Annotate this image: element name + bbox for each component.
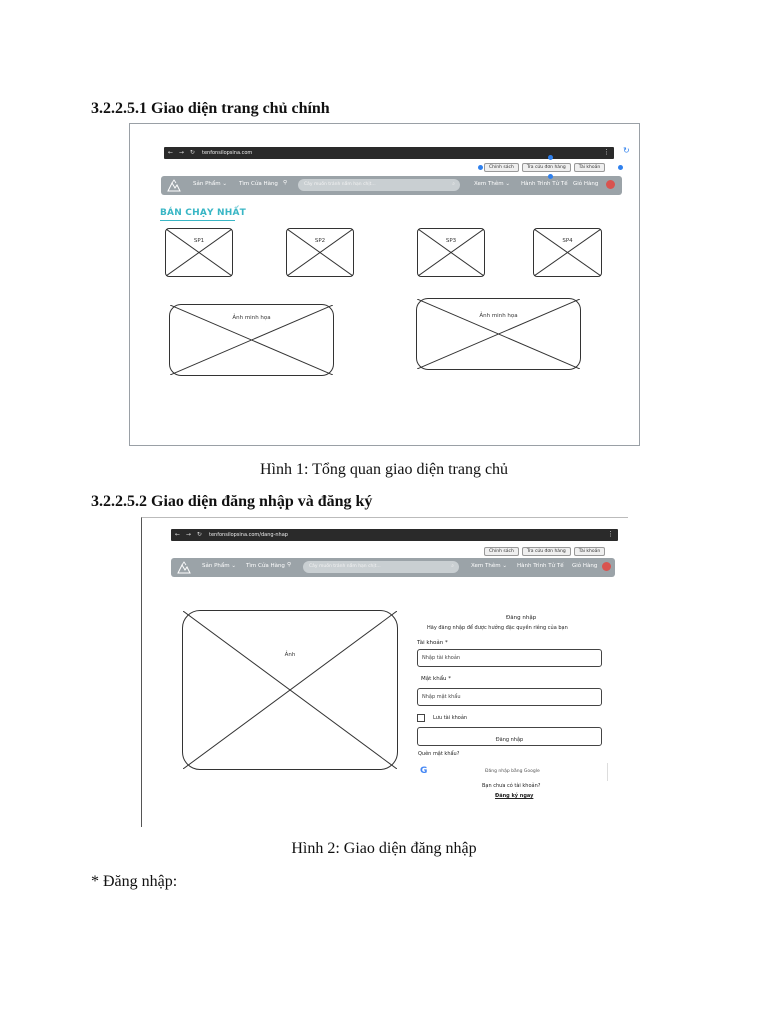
image-placeholder-icon xyxy=(166,229,232,276)
no-account-text: Bạn chưa có tài khoản? xyxy=(482,783,541,789)
search-icon[interactable]: ⌕ xyxy=(451,564,454,569)
image-placeholder-icon xyxy=(183,611,397,769)
utility-links xyxy=(484,547,605,556)
google-login-label: Đăng nhập bằng Google xyxy=(485,769,540,774)
selection-handle xyxy=(618,165,623,170)
order-lookup-link[interactable]: Tra cứu đơn hàng xyxy=(522,163,571,172)
browser-menu-icon: ⋮ xyxy=(603,148,610,156)
login-submit-button[interactable] xyxy=(417,727,602,746)
account-placeholder: Nhập tài khoản xyxy=(422,655,461,661)
figure-homepage-wireframe xyxy=(129,123,640,446)
nav-find-store[interactable]: Tìm Cửa Hàng xyxy=(246,563,285,569)
brand-logo-icon[interactable] xyxy=(177,561,191,574)
location-pin-icon: ⚲ xyxy=(283,180,288,186)
remember-label: Lưu tài khoản xyxy=(433,715,468,721)
order-lookup-link[interactable]: Tra cứu đơn hàng xyxy=(522,547,571,556)
account-link[interactable]: Tài khoản xyxy=(574,547,605,556)
section-heading-homepage: 3.2.2.5.1 Giao diện trang chủ chính xyxy=(91,100,330,117)
search-input[interactable] xyxy=(303,561,459,573)
product-label: SP1 xyxy=(193,238,205,244)
account-link[interactable]: Tài khoản xyxy=(574,163,605,172)
product-label: SP4 xyxy=(562,238,573,244)
nav-journey[interactable]: Hành Trình Tử Tế xyxy=(517,563,564,569)
image-placeholder-icon xyxy=(418,229,484,276)
rotate-handle-icon: ↻ xyxy=(623,146,630,155)
policy-link[interactable]: Chính sách xyxy=(484,547,519,556)
bestseller-title: BÁN CHẠY NHẤT xyxy=(160,208,247,218)
image-placeholder-icon xyxy=(417,299,580,369)
location-pin-icon: ⚲ xyxy=(287,562,292,568)
browser-nav-icons: ← → ↻ xyxy=(175,531,204,538)
search-placeholder: Cây muốn tránh nắm hạn chịt... xyxy=(309,564,381,569)
nav-more[interactable]: Xem Thêm ⌄ xyxy=(471,563,507,569)
account-input[interactable] xyxy=(417,649,602,667)
nav-cart[interactable]: Giỏ Hàng xyxy=(572,563,598,569)
login-subtitle: Hãy đăng nhập để được hưởng đặc quyền riêng của bạn xyxy=(427,625,568,631)
browser-nav-icons: ← → ↻ xyxy=(168,149,197,156)
nav-cart[interactable]: Giỏ Hàng xyxy=(573,181,599,187)
product-label: SP3 xyxy=(445,238,457,244)
product-card[interactable] xyxy=(165,228,233,277)
illustration-label: Ảnh minh họa xyxy=(232,315,271,321)
cart-icon[interactable] xyxy=(602,562,611,571)
login-title: Đăng nhập xyxy=(506,615,537,621)
search-icon[interactable]: ⌕ xyxy=(452,182,455,187)
cart-icon[interactable] xyxy=(606,180,615,189)
product-card[interactable] xyxy=(286,228,354,277)
figure-caption: Hình 1: Tổng quan giao diện trang chủ xyxy=(259,461,509,478)
illustration-card[interactable] xyxy=(169,304,334,376)
product-card[interactable] xyxy=(417,228,485,277)
selection-handle xyxy=(478,165,483,170)
search-input[interactable] xyxy=(298,179,460,191)
browser-toolbar xyxy=(164,147,614,159)
remember-checkbox[interactable] xyxy=(417,714,425,722)
register-link[interactable]: Đăng ký ngay xyxy=(495,793,534,799)
browser-toolbar xyxy=(171,529,618,541)
bestseller-underline xyxy=(160,220,235,221)
nav-more[interactable]: Xem Thêm ⌄ xyxy=(474,181,510,187)
image-label: Ảnh xyxy=(284,652,296,658)
product-card[interactable] xyxy=(533,228,602,277)
browser-menu-icon: ⋮ xyxy=(607,530,614,538)
policy-link[interactable]: Chính sách xyxy=(484,163,519,172)
illustration-label: Ảnh minh họa xyxy=(479,313,518,319)
nav-products[interactable]: Sản Phẩm ⌄ xyxy=(202,563,236,569)
illustration-card[interactable] xyxy=(416,298,581,370)
login-image-placeholder xyxy=(182,610,398,770)
figure-login-wireframe xyxy=(141,517,628,827)
password-placeholder: Nhập mật khẩu xyxy=(422,694,461,700)
password-input[interactable] xyxy=(417,688,602,706)
product-label: SP2 xyxy=(314,238,326,244)
selection-handle xyxy=(548,155,553,160)
image-placeholder-icon xyxy=(534,229,601,276)
nav-find-store[interactable]: Tìm Cửa Hàng xyxy=(239,181,278,187)
forgot-password-link[interactable]: Quên mật khẩu? xyxy=(418,751,460,757)
brand-logo-icon[interactable] xyxy=(167,179,181,192)
figure-caption: Hình 2: Giao diện đăng nhập xyxy=(291,840,477,857)
utility-links xyxy=(484,163,605,172)
body-text: * Đăng nhập: xyxy=(91,873,178,890)
password-label: Mật khẩu * xyxy=(421,676,452,682)
login-submit-label: Đăng nhập xyxy=(495,737,524,743)
main-navbar xyxy=(161,176,622,195)
main-navbar xyxy=(171,558,615,577)
section-heading-login: 3.2.2.5.2 Giao diện đăng nhập và đăng ký xyxy=(91,493,373,510)
image-placeholder-icon xyxy=(287,229,353,276)
nav-products[interactable]: Sản Phẩm ⌄ xyxy=(193,181,227,187)
selection-handle xyxy=(548,174,553,179)
account-label: Tài khoản * xyxy=(417,640,448,646)
search-placeholder: Cây muốn tránh nắm hạn chịt... xyxy=(304,182,376,187)
google-login-button[interactable] xyxy=(415,763,608,781)
google-icon: G xyxy=(420,766,428,776)
browser-url: tenfonsilopsina.com xyxy=(202,150,253,156)
nav-journey[interactable]: Hành Trình Tử Tế xyxy=(521,181,568,187)
browser-url: tenfonsilopsina.com/dang-nhap xyxy=(209,532,288,538)
